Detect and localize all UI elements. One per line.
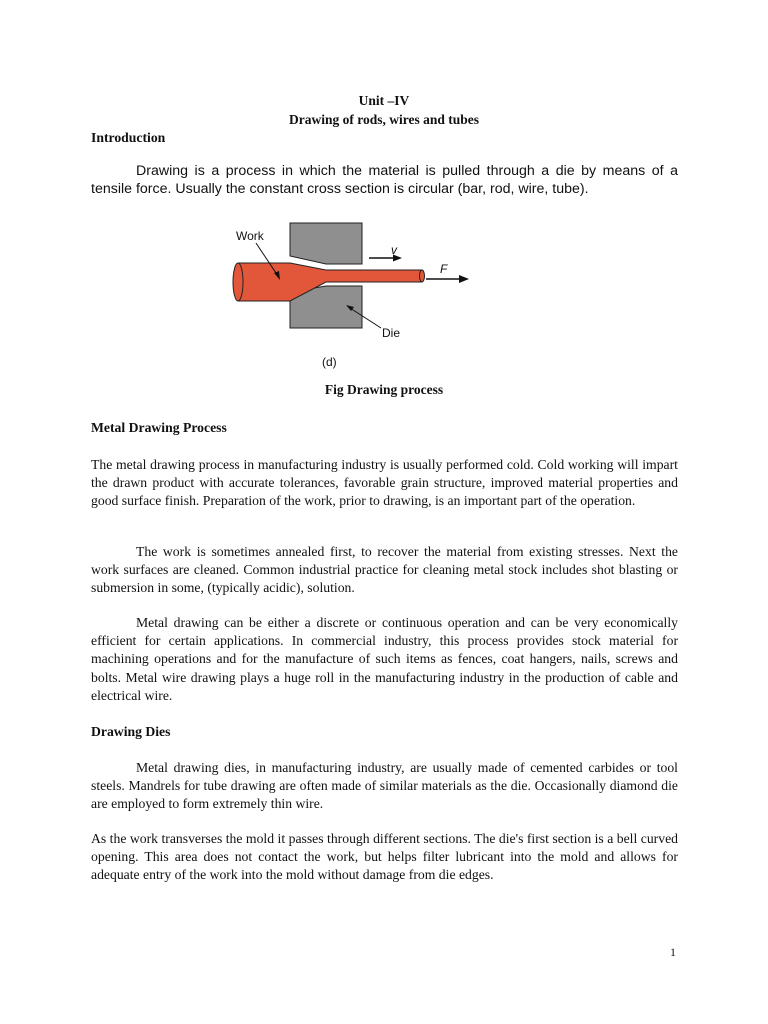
drawing-dies-paragraph-2: As the work transverses the mold it passes through different sections. The die's first section is a bell curved opening. This area does not contact the work, but helps filter lubricant into the mold and allows for adequate entry of the work into the mold without damage from die edges. [91, 831, 678, 883]
velocity-label: v [391, 243, 397, 257]
die-upper-block [290, 223, 362, 264]
die-label: Die [382, 326, 401, 340]
force-label: F [440, 262, 448, 276]
work-label: Work [236, 229, 264, 243]
introduction-paragraph: Drawing is a process in which the material is pulled through a die by means of a tensile force. Usually the constant cross section is circular (bar, rod, wire, tube). [91, 163, 678, 197]
metal-drawing-paragraph-1: The metal drawing process in manufacturing industry is usually performed cold. Cold working will impart the drawn product with accurate tolerances, favorable grain structure, improved material properties and good surface finish. Preparation of the work, prior to drawing, is an important part of the operation. [91, 457, 678, 509]
figure-panel-label: (d) [322, 355, 337, 369]
unit-label: Unit –IV [358, 93, 410, 108]
document-title: Drawing of rods, wires and tubes [288, 112, 480, 127]
introduction-heading: Introduction [91, 130, 166, 145]
metal-drawing-paragraph-2: The work is sometimes annealed first, to recover the material from existing stresses. Next the work surfaces are cleaned. Common industrial practice for cleaning metal stock includes shot blasting or submersion in some, (typically acidic), solution. [91, 544, 678, 596]
force-arrowhead [459, 275, 469, 283]
metal-drawing-paragraph-3: Metal drawing can be either a discrete or continuous operation and can be very economically efficient for certain applications. In commercial industry, this process provides stock material for machining operations and for the manufacture of such items as fences, coat hangers, nails, screws and bolts. Metal wire drawing plays a huge roll in the manufacturing industry in the production of cable and electrical wire. [91, 615, 678, 703]
drawing-dies-heading: Drawing Dies [91, 724, 171, 739]
page-number: 1 [670, 945, 676, 959]
metal-drawing-process-heading: Metal Drawing Process [91, 420, 227, 435]
wire-end-face [420, 270, 425, 282]
drawing-process-diagram [226, 210, 482, 376]
workpiece-end-face [233, 263, 243, 301]
drawing-dies-paragraph-1: Metal drawing dies, in manufacturing industry, are usually made of cemented carbides or tool steels. Mandrels for tube drawing are often made of similar materials as the die. Occasionally diamond die are employed to form extremely thin wire. [91, 760, 678, 812]
drawing-process-figure [226, 210, 482, 376]
figure-caption: Fig Drawing process [324, 382, 444, 397]
